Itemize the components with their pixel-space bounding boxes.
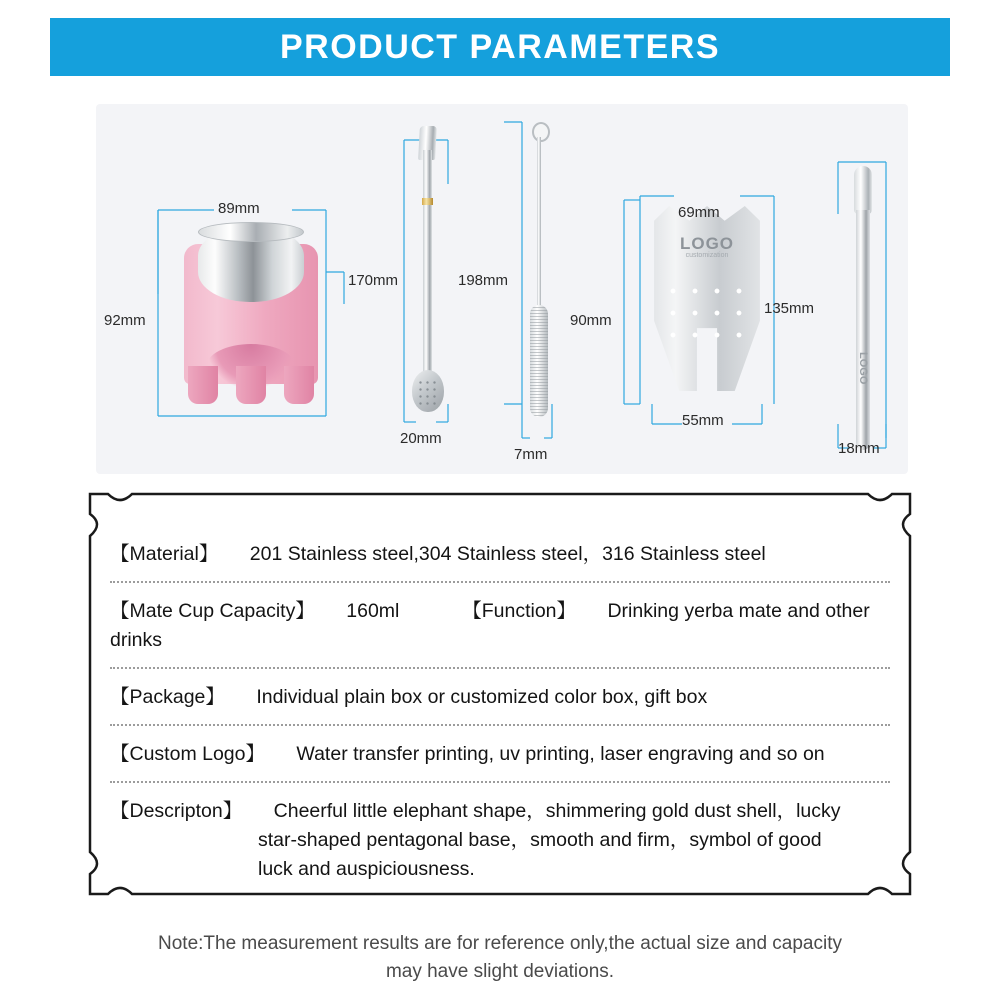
page-header-banner bbox=[50, 18, 950, 76]
spec-value-description-line1: Cheerful little elephant shape，shimmering gold dust shell，lucky bbox=[273, 800, 841, 822]
dim-cup-height: 92mm bbox=[104, 312, 146, 329]
spec-value-custom-logo: Water transfer printing, uv printing, laser engraving and so on bbox=[296, 743, 825, 765]
plate-hole-pattern bbox=[662, 280, 752, 346]
dim-straw-width: 20mm bbox=[400, 430, 442, 447]
specification-box bbox=[88, 492, 912, 896]
spec-label-material: 【Material】 bbox=[110, 543, 219, 565]
spec-value-material: 201 Stainless steel,304 Stainless steel，316 Stainless steel bbox=[249, 543, 766, 565]
spec-value-capacity: 160ml bbox=[346, 600, 400, 622]
spec-value-package: Individual plain box or customized color box, gift box bbox=[256, 686, 708, 708]
spec-row-description bbox=[110, 783, 890, 896]
straw-filter-bulb bbox=[412, 370, 444, 412]
footer-note-line1: Note:The measurement results are for reference only,the actual size and capacity bbox=[158, 933, 842, 954]
spec-label-package: 【Package】 bbox=[110, 686, 225, 708]
brush-loop bbox=[532, 122, 550, 142]
bombilla-straw-illustration bbox=[412, 126, 446, 426]
plate-logo-main: LOGO bbox=[679, 234, 735, 253]
dim-plate-height: 90mm bbox=[570, 312, 612, 329]
straw-shaft bbox=[423, 150, 432, 380]
straw-gold-band bbox=[422, 198, 433, 205]
spec-row-capacity-function bbox=[110, 583, 890, 669]
dim-brush-width: 7mm bbox=[514, 446, 548, 463]
cup-foot bbox=[188, 366, 218, 404]
spec-row-material bbox=[110, 526, 890, 583]
dim-straw-length: 198mm bbox=[458, 272, 509, 289]
spec-row-package bbox=[110, 669, 890, 726]
footer-note bbox=[0, 930, 1000, 986]
brush-bristles bbox=[530, 305, 548, 417]
footer-note-line2: may have slight deviations. bbox=[385, 961, 615, 982]
spec-value-function: Drinking yerba mate and other drinks bbox=[110, 600, 870, 651]
dim-plate-base: 55mm bbox=[682, 412, 724, 429]
plate-logo-sub: customization bbox=[685, 252, 729, 259]
spec-label-capacity: 【Mate Cup Capacity】 bbox=[110, 600, 315, 622]
spec-value-description-line3: luck and auspiciousness. bbox=[258, 858, 475, 880]
tooth-plate-illustration bbox=[644, 206, 770, 391]
spec-label-custom-logo: 【Custom Logo】 bbox=[110, 743, 265, 765]
dim-cup-depth: 170mm bbox=[348, 272, 399, 289]
cup-rim bbox=[198, 222, 304, 242]
cup-foot bbox=[284, 366, 314, 404]
spec-label-function: 【Function】 bbox=[462, 600, 577, 622]
product-dimension-diagram bbox=[96, 104, 908, 474]
spec-value-description-line2: star-shaped pentagonal base，smooth and firm，symbol of good bbox=[258, 829, 822, 851]
spoon-logo-text: LOGO bbox=[857, 352, 869, 385]
plate-logo-text bbox=[644, 234, 770, 259]
dim-plate-width: 69mm bbox=[678, 204, 720, 221]
page-title: PRODUCT PARAMETERS bbox=[279, 27, 721, 66]
spoon-illustration bbox=[848, 166, 878, 456]
spec-row-custom-logo bbox=[110, 726, 890, 783]
mate-cup-illustration bbox=[178, 222, 326, 407]
spoon-head bbox=[854, 166, 872, 214]
cleaning-brush-illustration bbox=[526, 122, 552, 427]
dim-spoon-length: 135mm bbox=[764, 300, 815, 317]
spec-label-description: 【Descripton】 bbox=[110, 800, 243, 822]
spoon-shaft bbox=[856, 210, 870, 450]
dim-spoon-width: 18mm bbox=[838, 440, 880, 457]
dim-cup-width: 89mm bbox=[218, 200, 260, 217]
spec-row-list bbox=[110, 526, 890, 896]
cup-foot bbox=[236, 366, 266, 404]
brush-wire bbox=[537, 137, 541, 307]
